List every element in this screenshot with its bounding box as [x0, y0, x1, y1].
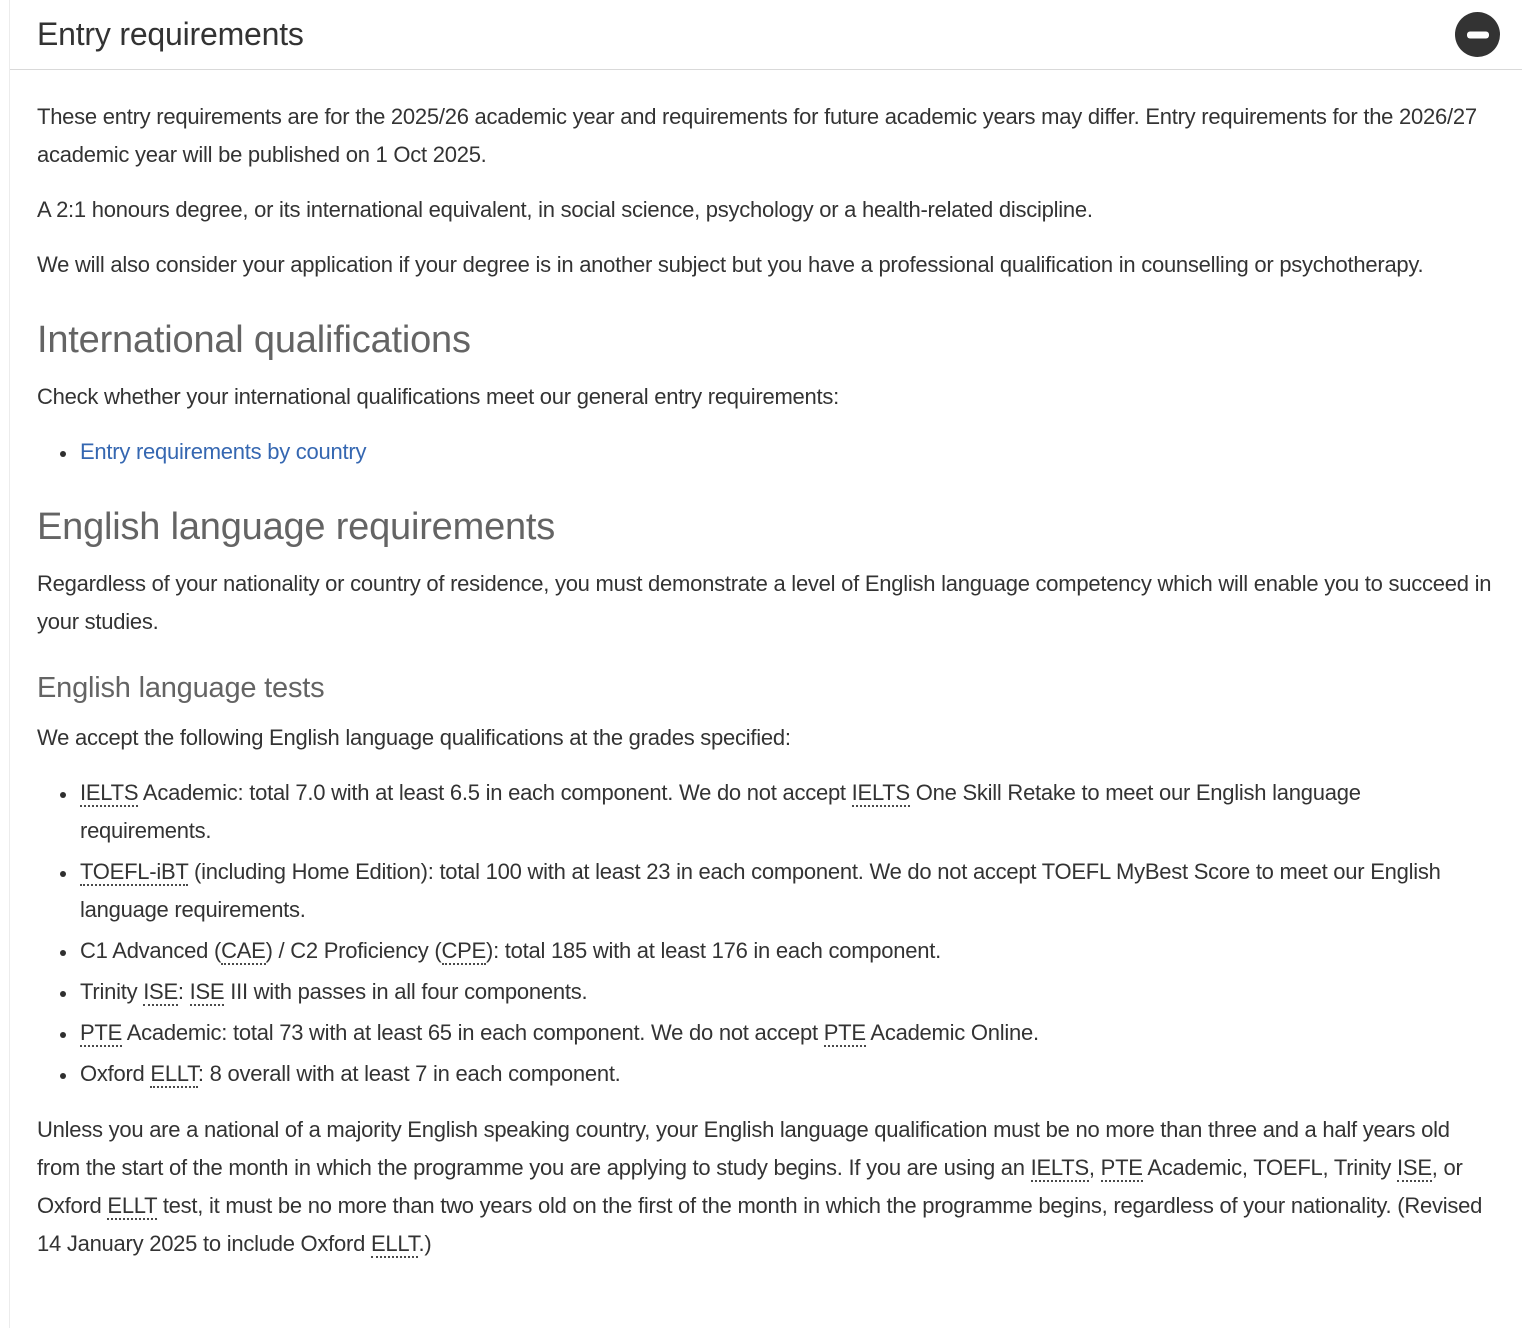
test-list-item [78, 932, 1492, 970]
text-segment: (including Home Edition): total 100 with at least 23 in each component. We do not accept TOEFL MyBest Score to meet our English language requirements. [80, 859, 1441, 922]
abbreviation: ISE [189, 979, 225, 1004]
text-segment: Academic Online. [865, 1020, 1039, 1045]
heading-english-language-tests: English language tests [37, 672, 325, 704]
abbreviation: ISE [1397, 1155, 1432, 1180]
text-segment: Trinity [80, 979, 144, 1004]
abbreviation: CPE [441, 938, 486, 963]
text-segment: Academic: total 73 with at least 65 in each component. We do not accept [122, 1020, 824, 1045]
text-segment: .) [418, 1231, 432, 1256]
text-segment: Unless you are a national of a majority English speaking country, your English language qualification must be no more than three and a half years old from the start of the month in which the programme you are applying to study begins. If you are using an [37, 1117, 1450, 1180]
intro-paragraph-other-subject: We will also consider your application if your degree is in another subject but you have a professional qualification in counselling or psychotherapy. [37, 252, 1424, 277]
text-segment: Academic: total 7.0 with at least 6.5 in each component. We do not accept [138, 780, 852, 805]
section-body [10, 70, 1522, 1314]
entry-requirements-section [9, 0, 1522, 1328]
section-title: Entry requirements [37, 16, 304, 52]
intro-paragraph-academic-year: These entry requirements are for the 2025/26 academic year and requirements for future academic years may differ. Entry requirements for the 2026/27 academic year will be published on 1 Oct 2025. [37, 104, 1477, 167]
entry-requirements-by-country-link[interactable]: Entry requirements by country [80, 439, 367, 464]
test-list-item [78, 774, 1492, 850]
qualification-validity-note [37, 1111, 1492, 1263]
text-segment: , or Oxford [37, 1155, 1463, 1218]
english-language-requirements-text: Regardless of your nationality or country of residence, you must demonstrate a level of English language competency which will enable you to succeed in your studies. [37, 571, 1492, 634]
heading-english-language-requirements: English language requirements [37, 506, 556, 548]
abbreviation: PTE [80, 1020, 123, 1045]
international-links-list [37, 433, 1492, 471]
test-list-item [78, 1055, 1492, 1093]
accordion-header [10, 0, 1522, 70]
test-list-item [78, 1014, 1492, 1052]
text-segment: : 8 overall with at least 7 in each component. [197, 1061, 621, 1086]
text-segment: test, it must be no more than two years old on the first of the month in which the programme begins, regardless of your nationality. (Revised 14 January 2025 to include Oxford [37, 1193, 1483, 1256]
abbreviation: PTE [823, 1020, 866, 1045]
list-item [78, 433, 1492, 471]
text-segment: C1 Advanced ( [80, 938, 222, 963]
minus-circle-icon [1467, 31, 1489, 38]
text-segment: Oxford [80, 1061, 151, 1086]
abbreviation: PTE [1100, 1155, 1143, 1180]
text-segment: III with passes in all four components. [224, 979, 588, 1004]
text-segment: , [1088, 1155, 1101, 1180]
abbreviation: CAE [221, 938, 266, 963]
abbreviation: ELLT [150, 1061, 198, 1086]
test-list-item [78, 973, 1492, 1011]
collapse-section-button[interactable] [1455, 12, 1500, 57]
international-qualifications-text: Check whether your international qualifications meet our general entry requirements: [37, 384, 839, 409]
intro-paragraph-degree: A 2:1 honours degree, or its international equivalent, in social science, psychology or a health-related discipline. [37, 197, 1093, 222]
english-tests-intro-text: We accept the following English language qualifications at the grades specified: [37, 725, 791, 750]
heading-international-qualifications: International qualifications [37, 319, 471, 361]
english-tests-list [37, 774, 1492, 1093]
text-segment: : [177, 979, 190, 1004]
text-segment: Academic, TOEFL, Trinity [1142, 1155, 1398, 1180]
text-segment: ) / C2 Proficiency ( [265, 938, 442, 963]
abbreviation: ELLT [370, 1231, 419, 1256]
abbreviation: ELLT [107, 1193, 157, 1218]
test-list-item [78, 853, 1492, 929]
abbreviation: IELTS [80, 780, 139, 805]
abbreviation: IELTS [851, 780, 910, 805]
abbreviation: TOEFL-iBT [80, 859, 189, 884]
text-segment: One Skill Retake to meet our English language requirements. [80, 780, 1361, 843]
text-segment: ): total 185 with at least 176 in each component. [486, 938, 941, 963]
abbreviation: IELTS [1030, 1155, 1089, 1180]
abbreviation: ISE [143, 979, 178, 1004]
